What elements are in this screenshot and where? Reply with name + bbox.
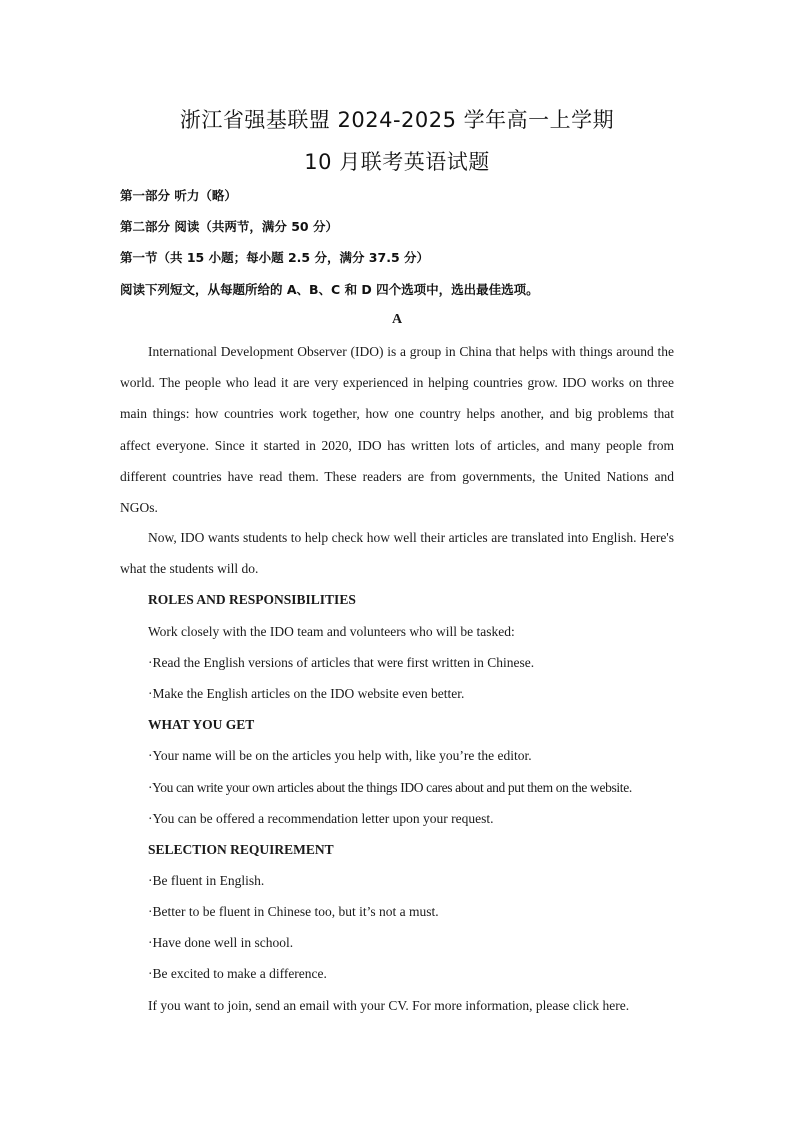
requirement-item: ·Be excited to make a difference. <box>148 966 327 981</box>
instruction-text: 阅读下列短文，从每题所给的 A、B、C 和 D 四个选项中，选出最佳选项。 <box>120 282 539 297</box>
roles-item: ·Read the English versions of articles that were first written in Chinese. <box>148 655 535 670</box>
requirement-item: ·Be fluent in English. <box>148 873 265 888</box>
passage-paragraph-1 <box>120 336 674 523</box>
passage-paragraph-2 <box>120 522 674 584</box>
part2-heading: 第二部分 阅读（共两节，满分 50 分） <box>120 219 338 234</box>
section1-heading: 第一节（共 15 小题；每小题 2.5 分，满分 37.5 分） <box>120 250 429 265</box>
what-you-get-heading: WHAT YOU GET <box>148 717 255 732</box>
document-title-line2: 10 月联考英语试题 <box>304 150 490 174</box>
document-title-line1: 浙江省强基联盟 2024-2025 学年高一上学期 <box>179 108 615 132</box>
passage-label: A <box>391 312 403 327</box>
requirement-item: ·Have done well in school. <box>148 935 294 950</box>
roles-heading: ROLES AND RESPONSIBILITIES <box>148 592 356 607</box>
requirement-item: ·Better to be fluent in Chinese too, but it’s not a must. <box>148 904 439 919</box>
get-item: ·You can write your own articles about the things IDO cares about and put them on the website. <box>148 780 632 795</box>
closing-line: If you want to join, send an email with your CV. For more information, please click here. <box>148 998 630 1013</box>
roles-item: ·Make the English articles on the IDO website even better. <box>148 686 465 701</box>
paragraph-1-text: International Development Observer (IDO) is a group in China that helps with things around the world. The people who lead it are very experienced in helping countries grow. IDO works on three main things: how countries work together, how one country helps another, and big problems that affect everyone. Since it started in 2020, IDO has written lots of articles, and many people from different countries have read them. These readers are from governments, the United Nations and NGOs. <box>120 344 674 516</box>
get-item: ·You can be offered a recommendation letter upon your request. <box>148 811 494 826</box>
selection-requirement-heading: SELECTION REQUIREMENT <box>148 842 334 857</box>
get-item: ·Your name will be on the articles you help with, like you’re the editor. <box>148 748 532 763</box>
paragraph-2-text: Now, IDO wants students to help check how well their articles are translated into English. Here's what the students will do. <box>120 530 674 577</box>
roles-intro: Work closely with the IDO team and volunteers who will be tasked: <box>148 624 515 639</box>
part1-heading: 第一部分 听力（略） <box>120 188 237 203</box>
